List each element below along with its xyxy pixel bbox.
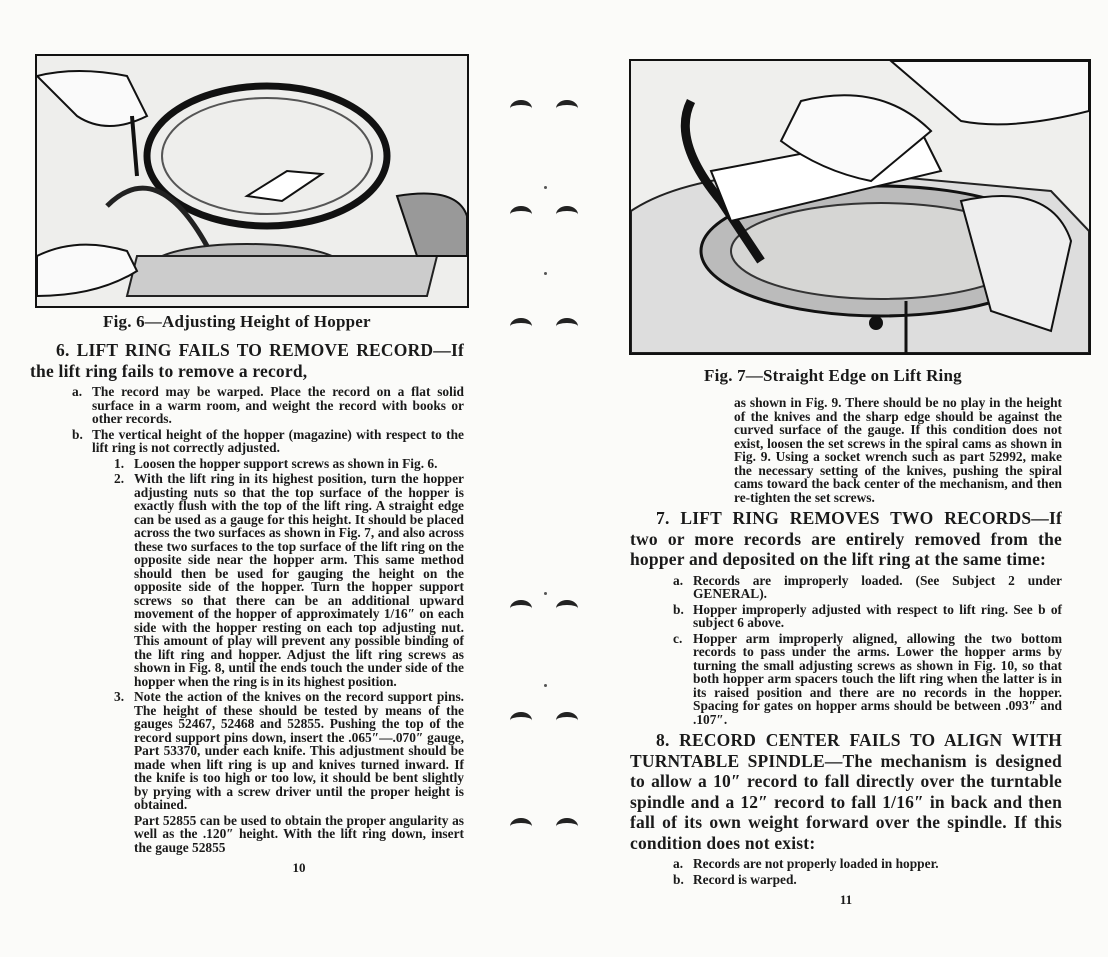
item-text: Records are not properly loaded in hopper. — [693, 856, 939, 871]
punch-hole-mark — [510, 712, 532, 729]
item-text: Hopper arm improperly aligned, allowing the two bottom records to pass under the arms. Lower the hopper arms by turning the small adjusting screws as shown in Fig. 10, so that both hopper arm spacers touch the lift ring when the latter is in its raised position and there are no records in the hopper. Spacing for gates on hopper arms should be between .093″ and .107″. — [693, 630, 1062, 727]
punch-hole-mark — [510, 318, 532, 335]
item-marker: b. — [72, 426, 83, 442]
punch-hole-mark — [556, 206, 578, 223]
item-marker: a. — [72, 384, 83, 399]
item-marker: b. — [673, 871, 684, 887]
hopper-mechanism-drawing — [37, 56, 467, 306]
list-item-6b-1 — [114, 455, 464, 471]
page-number-right: 11 — [839, 892, 853, 907]
list-item-7b — [673, 601, 1062, 630]
item-marker: a. — [673, 856, 684, 871]
list-item-6a — [72, 384, 464, 426]
item-text: With the lift ring in its highest position, turn the hopper adjusting nuts so that the top surface of the hopper is exactly flush with the top of the lift ring. A straight edge can be used as a gauge for this height. It should be placed across the two surfaces as shown in Fig. 7, and also across these two surfaces to the top surface of the lift ring on the opposite side near the hopper arm. This same method should then be used for gauging the height on the opposite side of the hopper. Turn the hopper support screws so that there can be an additional upward movement of the hopper of approximately 1/16″ on each side with the hopper resting on each top adjusting nut. This amount of play will prevent any possible binding of the lift ring and hopper. Adjust the lift ring screws as shown in Fig. 8, until the ends touch the under side of the hopper when the ring is in its highest position. — [134, 471, 464, 689]
punch-hole-mark — [510, 818, 532, 835]
speck — [544, 186, 547, 189]
section-6-heading: 6. LIFT RING FAILS TO REMOVE RECORD—If the lift ring fails to remove a record, — [30, 340, 464, 381]
item-marker: b. — [673, 601, 684, 617]
item-text: Records are improperly loaded. (See Subject 2 under GENERAL). — [693, 572, 1062, 601]
list-item-8a — [673, 856, 1062, 871]
list-item-8b — [673, 871, 1062, 887]
item-marker: 2. — [114, 471, 125, 486]
figure-6-illustration — [35, 54, 469, 308]
figure-6-caption: Fig. 6—Adjusting Height of Hopper — [103, 312, 371, 331]
punch-hole-mark — [556, 600, 578, 617]
continued-paragraph: as shown in Fig. 9. There should be no play in the height of the knives and the sharp edge should be against the curved surface of the gauge. If this condition does not exist, loosen the set screws in the spiral cams as shown in Fig. 9. Using a socket wrench such as part 52992, make the necessary setting of the knives, pushing the spiral cams toward the back center of the mechanism, and then re-tighten the set screws. — [734, 395, 1062, 505]
item-text: Hopper improperly adjusted with respect to lift ring. See b of subject 6 above. — [693, 601, 1062, 630]
speck — [544, 684, 547, 687]
figure-7-illustration — [629, 59, 1091, 355]
list-item-6b — [72, 426, 464, 455]
punch-hole-mark — [510, 600, 532, 617]
right-text-column — [630, 396, 1062, 908]
punch-hole-mark — [556, 712, 578, 729]
speck — [544, 272, 547, 275]
item-text: Loosen the hopper support screws as shown in Fig. 6. — [134, 455, 438, 471]
punch-hole-mark — [556, 318, 578, 335]
list-item-7a — [673, 572, 1062, 601]
item-marker: a. — [673, 572, 684, 588]
punch-hole-mark — [556, 100, 578, 117]
list-item-6b-3 — [114, 689, 464, 812]
item-text: The record may be warped. Place the record on a flat solid surface in a warm room, and weight the record with books or other records. — [92, 384, 464, 426]
item-marker: 1. — [114, 455, 125, 471]
continuation-paragraph: Part 52855 can be used to obtain the proper angularity as well as the .120″ height. With the lift ring down, insert the gauge 52855 — [134, 812, 464, 855]
straight-edge-drawing — [631, 61, 1089, 353]
section-8-heading: 8. RECORD CENTER FAILS TO ALIGN WITH TURNTABLE SPINDLE—The mechanism is designed to allow a 10″ record to fall directly over the turntable spindle and a 12″ record to fall 1/16″ in back and then fall of its own weight forward over the spindle. If this condition does not exist: — [630, 730, 1062, 853]
item-text: The vertical height of the hopper (magazine) with respect to the lift ring is not correctly adjusted. — [92, 426, 464, 455]
section-7-heading: 7. LIFT RING REMOVES TWO RECORDS—If two or more records are entirely removed from the hopper and deposited on the lift ring at the same time: — [630, 508, 1062, 569]
page-number-left: 10 — [292, 860, 306, 875]
punch-hole-mark — [510, 206, 532, 223]
item-text: Record is warped. — [693, 871, 797, 887]
speck — [544, 592, 547, 595]
punch-hole-mark — [510, 100, 532, 117]
item-marker: 3. — [114, 689, 125, 704]
item-marker: c. — [673, 630, 683, 646]
left-text-column — [30, 340, 464, 876]
figure-7-caption: Fig. 7—Straight Edge on Lift Ring — [704, 366, 962, 385]
list-item-7c — [673, 630, 1062, 727]
punch-hole-mark — [556, 818, 578, 835]
item-text: Note the action of the knives on the record support pins. The height of these should be tested by means of the gauges 52467, 52468 and 52855. Pushing the top of the record support pins down, insert the .065″—.070″ gauge, Part 53370, under each knife. This adjustment should be made when lift ring is up and knives turned inward. If the knife is too high or too low, it should be bent slightly by prying with a screw driver until the proper height is obtained. — [134, 689, 464, 812]
list-item-6b-2 — [114, 471, 464, 689]
